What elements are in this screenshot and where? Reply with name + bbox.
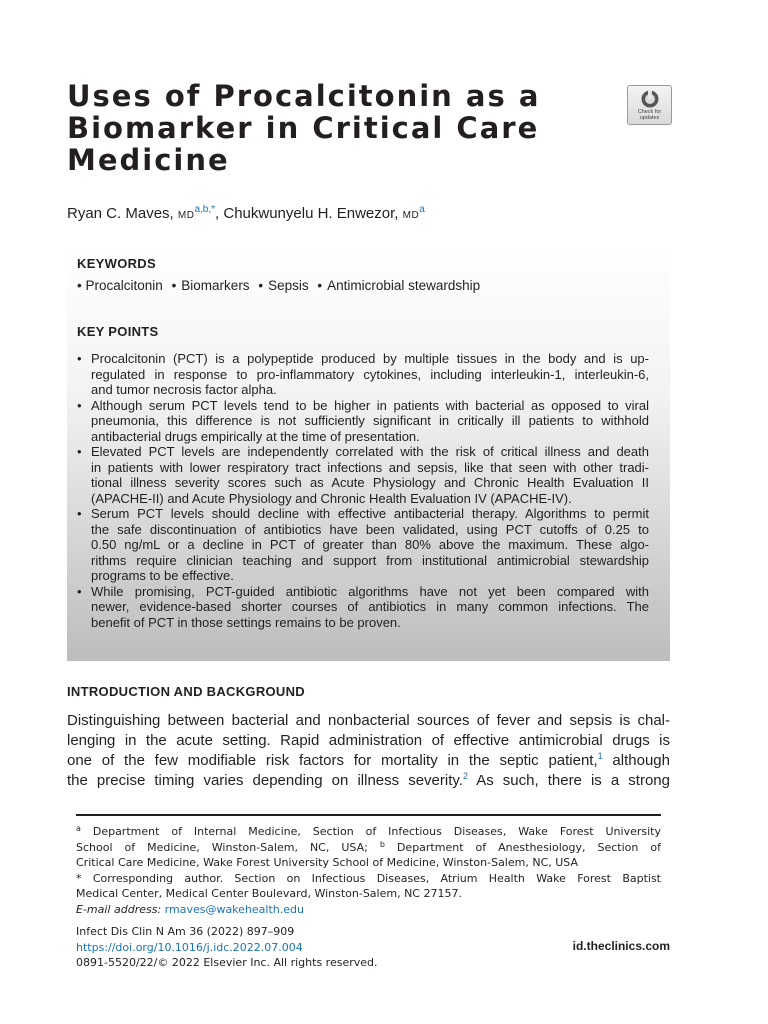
key-point-line: tional illness severity scores such as Acute Physiology and Chronic Health Evaluation II (91, 475, 649, 490)
keywords-heading: KEYWORDS (77, 256, 156, 271)
key-point-line: the safe discontinuation of antibiotics have been validated, using PCT cutoffs of 0.25 to (91, 521, 649, 537)
footnote-marker: b (379, 839, 385, 849)
keyword-bullet: • (258, 278, 264, 293)
key-point-line: benefit of PCT in those settings remains to be proven. (91, 614, 401, 630)
keyword-bullet: • (317, 278, 323, 293)
body-text: although (602, 752, 670, 769)
author-name: Ryan C. Maves, (67, 205, 174, 222)
key-point (77, 506, 649, 584)
bullet: • (77, 444, 82, 459)
key-point-line: in patients with lower respiratory tract infections and sepsis, like that seen with other tradi- (91, 459, 649, 475)
keyword-bullet: • (171, 278, 177, 293)
body-line (67, 751, 670, 771)
footnote-text: Department of Anesthesiology, Section of (384, 840, 661, 854)
email-link[interactable]: rmaves@wakehealth.edu (164, 902, 304, 916)
key-point (77, 444, 649, 506)
keyword: Antimicrobial stewardship (327, 278, 481, 293)
body-text: one of the few modifiable risk factors for mortality in the septic patient, (67, 752, 598, 769)
key-point-line: Procalcitonin (PCT) is a polypeptide produced by multiple tissues in the body and is up- (91, 351, 649, 366)
key-point-line: Elevated PCT levels are independently correlated with the risk of critical illness and death (91, 444, 649, 459)
keyword: Procalcitonin (85, 278, 163, 293)
key-point-line: antibacterial drugs empirically at the time of presentation. (91, 428, 420, 444)
bullet: • (77, 583, 82, 599)
key-point-line: rithms require clinician teaching and support from institutional antimicrobial stewardship (91, 552, 649, 568)
key-point-line: pneumonia, this difference is not sufficiently significant in critically ill patients to withhold (91, 413, 649, 428)
body-text: the precise timing varies depending on illness severity. (67, 772, 463, 789)
title-line: Biomarker in Critical Care (67, 111, 540, 145)
keywords-list (77, 278, 480, 293)
footnote-line: * Corresponding author. Section on Infectious Diseases, Atrium Health Wake Forest Baptist (76, 871, 661, 885)
body-line (67, 771, 670, 791)
author-degree: MD (177, 210, 195, 221)
author-name: Chukwunyelu H. Enwezor, (223, 205, 399, 222)
keyword: Sepsis (268, 278, 309, 293)
body-line: lenging in the acute setting. Rapid administration of effective antimicrobial drugs is (67, 732, 670, 749)
author-degree: MD (402, 210, 420, 221)
author-affiliation-link[interactable]: a,b,* (194, 204, 216, 215)
copyright: 0891-5520/22/© 2022 Elsevier Inc. All rights reserved. (76, 956, 378, 969)
key-point-line: regulated in response to pro-inflammatory cytokines, including interleukin-1, interleukin-6, (91, 366, 649, 382)
email-label: E-mail address: (76, 902, 162, 916)
journal-citation: Infect Dis Clin N Am 36 (2022) 897–909 (76, 925, 295, 938)
keyword: Biomarkers (181, 278, 250, 293)
author-affiliation-link[interactable]: a (419, 204, 425, 215)
key-points-list (77, 351, 649, 630)
footnote-line: Critical Care Medicine, Wake Forest University School of Medicine, Winston-Salem, NC, USA (76, 856, 579, 869)
footnote-marker: a (76, 824, 81, 833)
article-title (67, 80, 587, 176)
bullet: • (77, 506, 82, 521)
footnote-line (76, 840, 661, 856)
key-point (77, 584, 649, 631)
author-separator: , (215, 205, 224, 222)
key-point-line: newer, evidence-based shorter courses of antibiotics in many common infections. The (91, 599, 649, 614)
body-text: As such, there is a strong (467, 772, 670, 789)
bullet: • (77, 351, 82, 366)
check-for-updates-badge[interactable] (627, 85, 672, 125)
footnote-line: Medical Center, Medical Center Boulevard, Winston-Salem, NC 27157. (76, 887, 462, 900)
doi-link[interactable]: https://doi.org/10.1016/j.idc.2022.07.004 (76, 940, 303, 954)
keywords-keypoints-box (67, 246, 670, 661)
section-heading: INTRODUCTION AND BACKGROUND (67, 684, 305, 699)
footnotes (76, 824, 661, 917)
keyword-bullet: • (77, 278, 82, 293)
body-paragraph (67, 711, 670, 791)
footnote-line (76, 824, 661, 840)
bullet: • (77, 397, 82, 413)
key-point-line: programs to be effective. (91, 568, 234, 583)
body-line: Distinguishing between bacterial and nonbacterial sources of fever and sepsis is chal- (67, 712, 670, 729)
check-for-updates-icon (639, 89, 661, 109)
key-point (77, 351, 649, 398)
key-points-heading: KEY POINTS (77, 324, 159, 339)
footnote-text: Department of Internal Medicine, Section of Infectious Diseases, Wake Forest University (80, 825, 661, 838)
footnote-divider (76, 814, 661, 816)
key-point-line: While promising, PCT-guided antibiotic algorithms have not yet been compared with (91, 583, 649, 599)
key-point-line: Serum PCT levels should decline with effective antibacterial therapy. Algorithms to permit (91, 506, 649, 521)
key-point-line: (APACHE-II) and Acute Physiology and Chronic Health Evaluation IV (APACHE-IV). (91, 490, 572, 506)
footnote-text: School of Medicine, Winston-Salem, NC, USA; (76, 840, 380, 854)
title-line: Medicine (67, 143, 230, 177)
key-point-line: and tumor necrosis factor alpha. (91, 382, 277, 397)
reference-link[interactable]: 2 (462, 771, 468, 781)
footnote-line (76, 902, 661, 918)
website-link[interactable]: id.theclinics.com (572, 939, 670, 953)
key-point-line: Although serum PCT levels tend to be higher in patients with bacterial as opposed to viral (91, 397, 649, 413)
key-point (77, 398, 649, 445)
badge-line: updates (639, 115, 660, 121)
badge-line: Check for (637, 109, 662, 115)
reference-link[interactable]: 1 (597, 751, 603, 761)
title-line: Uses of Procalcitonin as a (67, 79, 541, 113)
key-point-line: 0.50 ng/mL or a decline in PCT of greater than 80% above the maximum. These algo- (91, 537, 649, 552)
author-line (67, 203, 707, 227)
